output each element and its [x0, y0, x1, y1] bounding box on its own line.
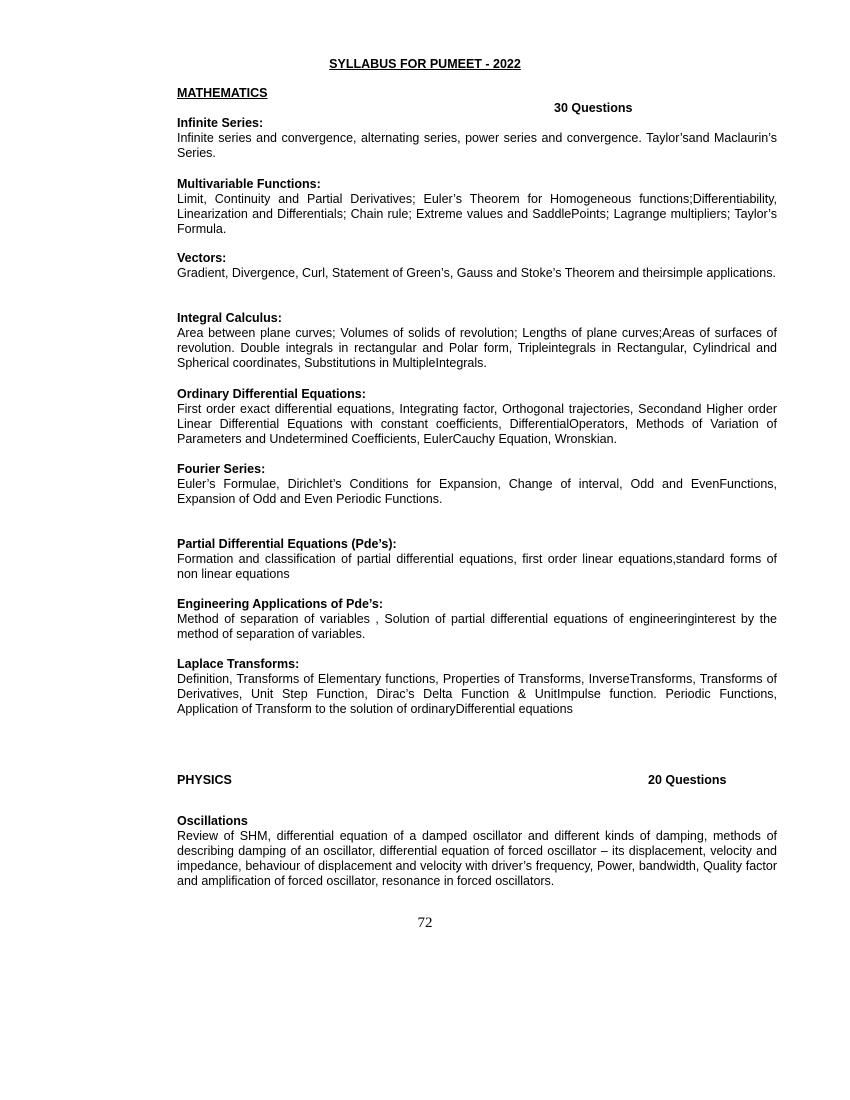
mathematics-heading: MATHEMATICS — [177, 86, 268, 100]
section-heading: Multivariable Functions: — [177, 177, 321, 191]
physics-heading: PHYSICS — [177, 773, 232, 787]
section-laplace-transforms — [177, 657, 777, 717]
section-heading: Ordinary Differential Equations: — [177, 387, 366, 401]
section-heading: Engineering Applications of Pde’s: — [177, 597, 384, 611]
page-number: 72 — [417, 915, 433, 931]
section-infinite-series — [177, 116, 777, 161]
section-body: Limit, Continuity and Partial Derivatives; Euler’s Theorem for Homogeneous functions;Differentiability, Linearization and Differentials; Chain rule; Extreme values and SaddlePoints; Lagrange multipliers; Taylor’s Formula. — [177, 192, 777, 236]
section-oscillations — [177, 814, 777, 889]
page-title: SYLLABUS FOR PUMEET - 2022 — [329, 57, 521, 71]
section-heading: Vectors: — [177, 251, 227, 265]
section-heading: Laplace Transforms: — [177, 657, 300, 671]
physics-question-count: 20 Questions — [648, 773, 727, 787]
section-heading: Oscillations — [177, 814, 248, 828]
section-vectors — [177, 251, 777, 281]
section-integral-calculus — [177, 311, 777, 371]
section-engineering-applications — [177, 597, 777, 642]
section-heading: Infinite Series: — [177, 116, 264, 130]
section-heading: Fourier Series: — [177, 462, 266, 476]
mathematics-question-count: 30 Questions — [554, 101, 633, 115]
section-body: Definition, Transforms of Elementary functions, Properties of Transforms, InverseTransforms, Transforms of Derivatives, Unit Step Function, Dirac’s Delta Function & UnitImpulse function. Periodic Functions, Application of Transform to the solution of ordinaryDifferential equations — [177, 672, 777, 716]
section-body: First order exact differential equations, Integrating factor, Orthogonal trajectories, Secondand Higher order Linear Differential Equations with constant coefficients, DifferentialOperators, Methods of Variation of Parameters and Undetermined Coefficients, EulerCauchy Equation, Wronskian. — [177, 402, 777, 446]
section-heading: Partial Differential Equations (Pde’s): — [177, 537, 397, 551]
section-body: Area between plane curves; Volumes of solids of revolution; Lengths of plane curves;Areas of surfaces of revolution. Double integrals in rectangular and Polar form, Tripleintegrals in Rectangular, Cylindrical and Spherical coordinates, Substitutions in MultipleIntegrals. — [177, 326, 777, 370]
section-ordinary-differential-equations — [177, 387, 777, 447]
section-partial-differential-equations — [177, 537, 777, 582]
section-body: Infinite series and convergence, alternating series, power series and convergence. Taylor’sand Maclaurin’s Series. — [177, 131, 777, 160]
section-fourier-series — [177, 462, 777, 507]
section-body: Gradient, Divergence, Curl, Statement of Green’s, Gauss and Stoke’s Theorem and theirsimple applications. — [177, 266, 776, 280]
section-body: Euler’s Formulae, Dirichlet’s Conditions for Expansion, Change of interval, Odd and EvenFunctions, Expansion of Odd and Even Periodic Functions. — [177, 477, 777, 506]
section-body: Method of separation of variables , Solution of partial differential equations of engineeringinterest by the method of separation of variables. — [177, 612, 777, 641]
section-body: Review of SHM, differential equation of a damped oscillator and different kinds of damping, methods of describing damping of an oscillator, differential equation of forced oscillator – its displacement, velocity and impedance, behaviour of displacement and velocity with driver’s frequency, Power, bandwidth, Quality factor and amplification of forced oscillator, resonance in forced oscillators. — [177, 829, 777, 888]
section-multivariable-functions — [177, 177, 777, 237]
section-body: Formation and classification of partial differential equations, first order linear equations,standard forms of non linear equations — [177, 552, 777, 581]
section-heading: Integral Calculus: — [177, 311, 282, 325]
